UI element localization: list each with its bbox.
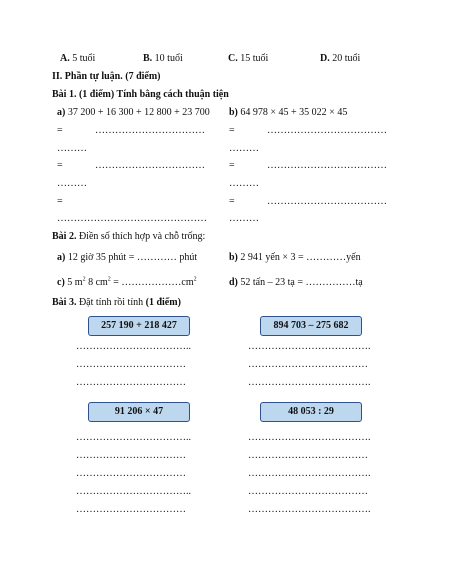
bai2-b-text: 2 941 yến × 3 = …………yến: [237, 252, 361, 263]
bai2-d-text: 52 tấn – 23 tạ = ……………tạ: [237, 277, 363, 288]
bai1-b-dots-2b: ………: [229, 178, 259, 189]
expression-box-2: 894 703 – 275 682: [260, 316, 362, 336]
bai3-2-dots-2: ………………………………: [248, 359, 368, 370]
bai2-d-letter: d): [229, 277, 238, 288]
bai2-heading: [52, 231, 205, 243]
bai3-points: (1 điểm): [145, 297, 181, 308]
bai2-a: [57, 252, 197, 264]
bai3-3-dots-2: ……………………………: [76, 450, 186, 461]
bai3-heading: [52, 297, 181, 309]
bai1-b-expression: 64 978 × 45 + 35 022 × 45: [237, 107, 348, 118]
bai2-c: [57, 277, 197, 289]
bai3-4-dots-1: ……………………………….: [248, 432, 371, 443]
choice-b-text: 10 tuổi: [152, 53, 183, 64]
bai1-a-expr-line: [57, 107, 210, 119]
bai2-b: [229, 252, 361, 264]
bai1-a-expression: 37 200 + 16 300 + 12 800 + 23 700: [65, 107, 210, 118]
bai2-c-sup-2: 2: [107, 276, 111, 283]
bai2-a-text: 12 giờ 35 phút = ………… phút: [65, 252, 198, 263]
bai1-heading: [52, 89, 229, 101]
choice-b: [143, 53, 183, 65]
bai3-3-dots-3: ……………………………: [76, 468, 186, 479]
bai3-title: Đặt tính rồi tính: [76, 297, 146, 308]
bai3-2-dots-3: ……………………………….: [248, 377, 371, 388]
bai1-b-dots-1: ………………………………: [267, 125, 387, 136]
bai2-b-letter: b): [229, 252, 238, 263]
bai2-c-text-2: 8 cm: [85, 277, 108, 288]
choice-d: [320, 53, 360, 65]
bai2-c-sup-3: 2: [193, 276, 197, 283]
bai1-b-eq-1: =: [229, 125, 235, 136]
choice-a: [60, 53, 95, 65]
expression-box-1: 257 190 + 218 427: [88, 316, 190, 336]
bai1-b-dots-1b: ………: [229, 143, 259, 154]
bai2-c-text-3: = ………………cm: [110, 277, 194, 288]
bai1-b-dots-2: ………………………………: [267, 160, 387, 171]
choice-d-letter: D.: [320, 53, 330, 64]
bai1-a-dots-2b: ………: [57, 178, 87, 189]
bai2-c-sup-1: 2: [82, 276, 86, 283]
bai2-c-text-1: 5 m: [64, 277, 83, 288]
expression-box-4: 48 053 : 29: [260, 402, 362, 422]
bai1-b-eq-3: =: [229, 196, 235, 207]
bai3-3-dots-5: ……………………………: [76, 504, 186, 515]
bai3-4-dots-3: ……………………………….: [248, 468, 371, 479]
bai2-d: [229, 277, 363, 289]
bai1-a-dots-1: ……………………………: [95, 125, 205, 136]
choice-a-letter: A.: [60, 53, 70, 64]
bai1-b-dots-3b: ………: [229, 213, 259, 224]
bai1-b-eq-2: =: [229, 160, 235, 171]
expression-box-3: 91 206 × 47: [88, 402, 190, 422]
bai1-b-letter: b): [229, 107, 238, 118]
bai3-3-dots-1: ……………………………..: [76, 432, 191, 443]
bai3-1-dots-3: ……………………………: [76, 377, 186, 388]
bai1-title: (1 điểm) Tính bằng cách thuận tiện: [76, 89, 229, 100]
bai3-4-dots-4: ………………………………: [248, 486, 368, 497]
bai1-a-dots-1b: ………: [57, 143, 87, 154]
bai1-a-letter: a): [57, 107, 66, 118]
bai3-3-dots-4: ……………………………..: [76, 486, 191, 497]
bai3-1-dots-1: ……………………………..: [76, 341, 191, 352]
bai1-a-eq-3: =: [57, 196, 63, 207]
bai1-a-dots-2: ……………………………: [95, 160, 205, 171]
bai1-b-expr-line: [229, 107, 347, 119]
choice-d-text: 20 tuổi: [329, 53, 361, 64]
choice-c-letter: C.: [228, 53, 238, 64]
choice-b-letter: B.: [143, 53, 153, 64]
bai1-label: Bài 1.: [52, 89, 77, 100]
choice-a-text: 5 tuổi: [69, 53, 96, 64]
choice-c: [228, 53, 268, 65]
bai3-1-dots-2: ……………………………: [76, 359, 186, 370]
bai2-label: Bài 2.: [52, 231, 77, 242]
bai2-title: Điền số thích hợp và chỗ trống:: [76, 231, 206, 242]
choice-c-text: 15 tuổi: [237, 53, 269, 64]
bai2-c-letter: c): [57, 277, 65, 288]
bai3-2-dots-1: ……………………………….: [248, 341, 371, 352]
section-2-title: II. Phần tự luận. (7 điểm): [52, 71, 161, 82]
bai3-4-dots-5: ……………………………….: [248, 504, 371, 515]
bai2-a-letter: a): [57, 252, 66, 263]
bai1-b-dots-3: ………………………………: [267, 196, 387, 207]
bai3-4-dots-2: ………………………………: [248, 450, 368, 461]
bai3-label: Bài 3.: [52, 297, 77, 308]
bai1-a-eq-2: =: [57, 160, 63, 171]
bai1-a-dots-3: ………………………………………: [57, 213, 207, 224]
bai1-a-eq-1: =: [57, 125, 63, 136]
